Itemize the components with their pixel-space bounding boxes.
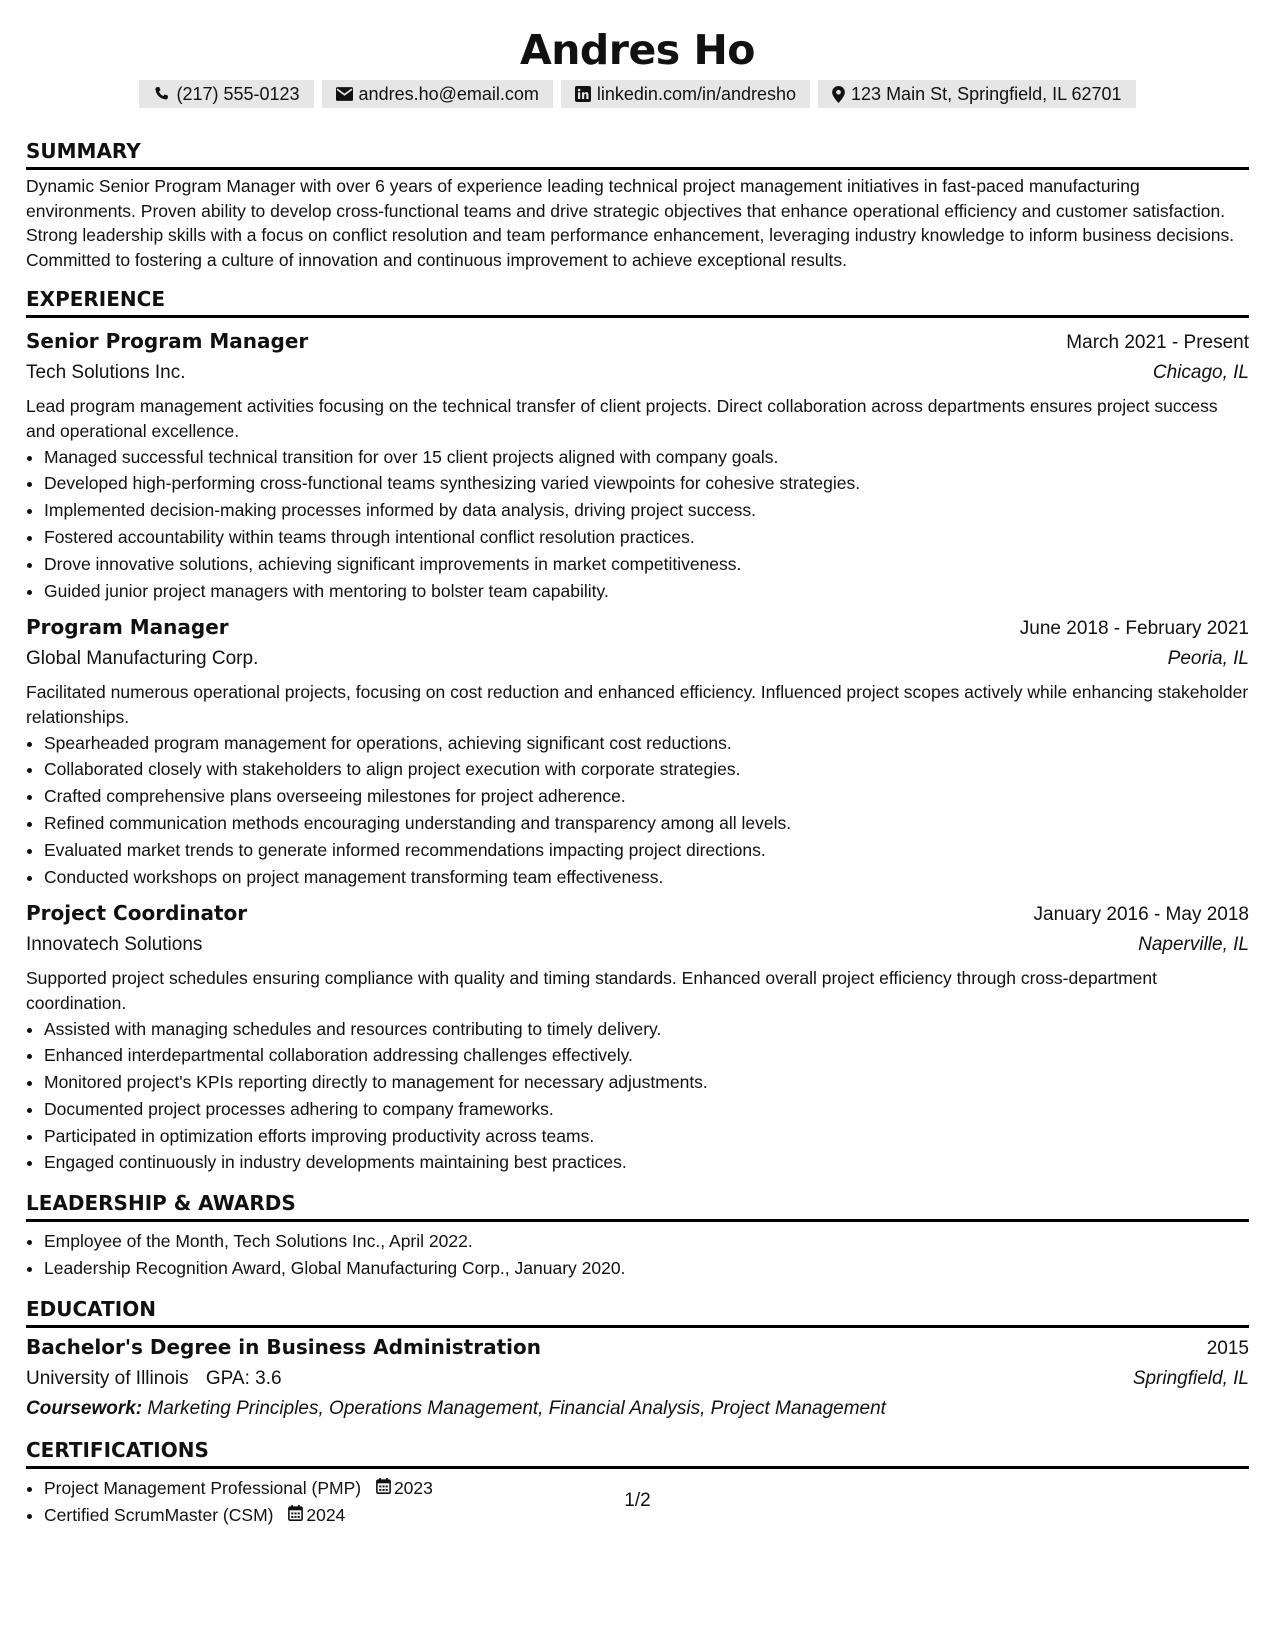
summary-section bbox=[26, 138, 1249, 272]
job-entry bbox=[26, 612, 1249, 890]
job-bullets bbox=[26, 444, 1249, 605]
school-name: University of Illinois bbox=[26, 1367, 189, 1389]
contact-linkedin[interactable] bbox=[561, 80, 810, 108]
list-item: • Collaborated closely with stakeholders to align project execution with corporate strategies. bbox=[44, 756, 1249, 783]
experience-section bbox=[26, 286, 1249, 1176]
school-location: Springfield, IL bbox=[1132, 1367, 1249, 1389]
job-title: Project Coordinator bbox=[26, 901, 248, 926]
job-description: Lead program management activities focusing on the technical transfer of client projects. Direct collaboration across departments ensures project success and operational excellence. bbox=[26, 396, 1218, 441]
contact-email-text: andres.ho@email.com bbox=[358, 84, 539, 104]
location-pin-icon bbox=[832, 86, 845, 103]
coursework-label: Coursework: bbox=[26, 1397, 143, 1419]
job-location: Chicago, IL bbox=[1152, 362, 1249, 384]
job-bullets bbox=[26, 1016, 1249, 1177]
education-section bbox=[26, 1296, 1249, 1423]
education-heading: EDUCATION bbox=[26, 1296, 1249, 1328]
job-title: Program Manager bbox=[26, 615, 229, 640]
experience-heading: EXPERIENCE bbox=[26, 286, 1249, 318]
job-dates: March 2021 - Present bbox=[1066, 332, 1249, 354]
list-item: • Employee of the Month, Tech Solutions Inc., April 2022. bbox=[44, 1228, 1249, 1255]
job-bullets bbox=[26, 730, 1249, 891]
list-item: • Drove innovative solutions, achieving significant improvements in market competitiveness. bbox=[44, 551, 1249, 578]
leadership-section bbox=[26, 1190, 1249, 1282]
certification-year: 2024 bbox=[306, 1504, 346, 1525]
job-entry bbox=[26, 898, 1249, 1176]
awards-list bbox=[26, 1228, 1249, 1282]
job-title: Senior Program Manager bbox=[26, 329, 309, 354]
job-description: Facilitated numerous operational projects, focusing on cost reduction and enhanced efficiency. Influenced project scopes actively while enhancing stakeholder relationships. bbox=[26, 682, 1249, 727]
summary-text: Dynamic Senior Program Manager with over 6 years of experience leading technical project management initiatives in fast-paced manufacturing environments. Proven ability to develop cross-functional teams and drive strategic objectives that enhance operational efficiency and customer satisfaction. Strong leadership skills with a focus on conflict resolution and team performance enhancement, leveraging industry knowledge to inform business decisions. Committed to fostering a culture of innovation and continuous improvement to achieve exceptional results. bbox=[26, 176, 1235, 270]
job-description: Supported project schedules ensuring compliance with quality and timing standards. Enhanced overall project efficiency through cross-department coordination. bbox=[26, 968, 1158, 1013]
contact-address-text: 123 Main St, Springfield, IL 62701 bbox=[851, 84, 1122, 104]
degree-title: Bachelor's Degree in Business Administration bbox=[26, 1334, 541, 1359]
certification-name: Certified ScrumMaster (CSM) bbox=[44, 1504, 274, 1525]
list-item: • Crafted comprehensive plans overseeing milestones for project adherence. bbox=[44, 783, 1249, 810]
list-item: • Conducted workshops on project management transforming team effectiveness. bbox=[44, 864, 1249, 891]
list-item: • Leadership Recognition Award, Global Manufacturing Corp., January 2020. bbox=[44, 1255, 1249, 1282]
coursework-list: Marketing Principles, Operations Management, Financial Analysis, Project Management bbox=[147, 1397, 886, 1419]
contact-email[interactable] bbox=[322, 80, 553, 108]
list-item: • Participated in optimization efforts improving productivity across teams. bbox=[44, 1123, 1249, 1150]
list-item: • Developed high-performing cross-functional teams synthesizing varied viewpoints for cohesive strategies. bbox=[44, 470, 1249, 497]
list-item: • Fostered accountability within teams through intentional conflict resolution practices. bbox=[44, 524, 1249, 551]
job-company: Global Manufacturing Corp. bbox=[26, 648, 259, 670]
certifications-heading: CERTIFICATIONS bbox=[26, 1437, 1249, 1469]
phone-icon bbox=[153, 86, 170, 103]
list-item: • Documented project processes adhering to company frameworks. bbox=[44, 1096, 1249, 1123]
certification-name: Project Management Professional (PMP) bbox=[44, 1477, 362, 1498]
list-item: • Guided junior project managers with mentoring to bolster team capability. bbox=[44, 578, 1249, 605]
job-entry bbox=[26, 326, 1249, 604]
list-item: • Monitored project's KPIs reporting directly to management for necessary adjustments. bbox=[44, 1069, 1249, 1096]
job-dates: January 2016 - May 2018 bbox=[1033, 904, 1249, 926]
contact-address bbox=[818, 80, 1136, 108]
job-company: Innovatech Solutions bbox=[26, 934, 203, 956]
linkedin-icon bbox=[575, 86, 591, 102]
graduation-year: 2015 bbox=[1206, 1337, 1249, 1359]
contact-phone[interactable] bbox=[139, 80, 313, 108]
contact-bar bbox=[26, 80, 1249, 108]
contact-linkedin-text: linkedin.com/in/andresho bbox=[596, 84, 797, 104]
list-item: • Spearheaded program management for operations, achieving significant cost reductions. bbox=[44, 730, 1249, 757]
leadership-heading: LEADERSHIP & AWARDS bbox=[26, 1190, 1249, 1222]
certifications-section bbox=[26, 1437, 1249, 1529]
list-item: • Implemented decision-making processes informed by data analysis, driving project success. bbox=[44, 497, 1249, 524]
list-item: • Enhanced interdepartmental collaboration addressing challenges effectively. bbox=[44, 1042, 1249, 1069]
page-number: 1/2 bbox=[624, 1490, 651, 1511]
candidate-name: Andres Ho bbox=[520, 26, 755, 74]
list-item: • Assisted with managing schedules and resources contributing to timely delivery. bbox=[44, 1016, 1249, 1043]
job-location: Peoria, IL bbox=[1167, 648, 1249, 670]
list-item: • Evaluated market trends to generate informed recommendations impacting project directions. bbox=[44, 837, 1249, 864]
job-dates: June 2018 - February 2021 bbox=[1019, 618, 1249, 640]
list-item: • Managed successful technical transition for over 15 client projects aligned with company goals. bbox=[44, 444, 1249, 471]
gpa: GPA: 3.6 bbox=[205, 1367, 282, 1389]
job-company: Tech Solutions Inc. bbox=[26, 362, 186, 384]
list-item: • Refined communication methods encouraging understanding and transparency among all levels. bbox=[44, 810, 1249, 837]
list-item: • Engaged continuously in industry developments maintaining best practices. bbox=[44, 1149, 1249, 1176]
coursework bbox=[26, 1394, 1249, 1423]
job-location: Naperville, IL bbox=[1138, 934, 1249, 956]
contact-phone-text: (217) 555-0123 bbox=[176, 84, 300, 104]
certification-year: 2023 bbox=[393, 1477, 433, 1498]
email-icon bbox=[336, 87, 353, 101]
summary-heading: SUMMARY bbox=[26, 138, 1249, 170]
